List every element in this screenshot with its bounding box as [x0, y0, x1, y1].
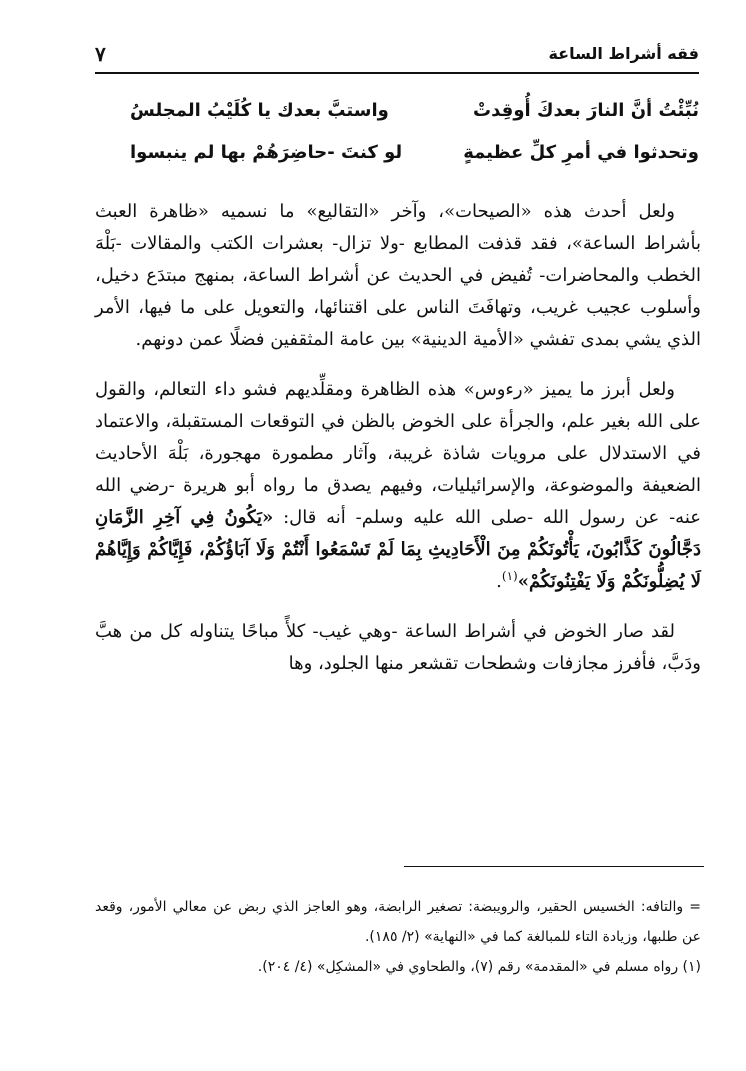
poem-verse: [95, 142, 699, 184]
paragraph-conclusion: لقد صار الخوض في أشراط الساعة -وهي غيب- كلأً مباحًا يتناوله كل من هبَّ ودَبَّ، فأفرز مجازفات وشطحات تقشعر منها الجلود، وها: [95, 621, 701, 674]
poem-hemistich-second: واستبَّ بعدك يا كُلَيْبُ المجلسُ: [130, 100, 389, 121]
footnotes: [95, 892, 701, 982]
paragraph-phenomenon: ولعل أحدث هذه «الصيحات»، وآخر «التقاليع» ما نسميه «ظاهرة العبث بأشراط الساعة»، فقد قذفت المطابع -ولا تزال- بعشرات الكتب والمقالات -بَلْهَ الخطب والمحاضرات- تُفيض في الحديث عن أشراط الساعة، بمنهج مبتدَع دخيل، وأسلوب عجيب غريب، وتهافَتَ الناس على اقتنائها، والتعويل على ما فيها، الأمر الذي يشي بمدى تفشي «الأمية الدينية» بين عامة المثقفين فضلًا عمن دونهم.: [95, 201, 701, 350]
hadith-quote: «يَكُونُ فِي آخِرِ الزَّمَانِ دَجَّالُونَ كَذَّابُونَ، يَأْتُونَكُمْ مِنَ الْأَحَادِيثِ بِمَا لَمْ تَسْمَعُوا أَنْتُمْ وَلَا آبَاؤُكُمْ، فَإِيَّاكُمْ وَإِيَّاهُمْ لَا يُضِلُّونَكُمْ وَلَا يَفْتِنُونَكُمْ»: [95, 507, 701, 592]
footnote-reference[interactable]: (١): [501, 569, 518, 583]
footnote-divider: [404, 866, 704, 867]
poem-hemistich-first: نُبِّئْتُ أنَّ النارَ بعدكَ أُوقِدتْ: [473, 100, 699, 121]
poem-verse: [95, 100, 699, 142]
poem-hemistich-first: وتحدثوا في أمرِ كلِّ عظيمةٍ: [463, 142, 699, 163]
page-header: [95, 40, 699, 74]
page-number: ٧: [95, 42, 106, 66]
poem-block: [95, 100, 699, 184]
paragraph-end-mark: .: [496, 571, 502, 592]
footnote-1: (١) رواه مسلم في «المقدمة» رقم (٧)، والطحاوي في «المشكِل» (٤/ ٢٠٤).: [257, 959, 701, 975]
paragraph-hadith-intro: ولعل أبرز ما يميز «رءوس» هذه الظاهرة ومقلِّديهم فشو داء التعالم، والقول على الله بغير علم، والجرأة على الخوض بالظن في التوقعات المستقبلة، والاعتماد في الاستدلال على مرويات شاذة غريبة، وآثار مطمورة مهجورة، بَلْهَ الأحاديث الضعيفة والموضوعة، والإسرائيليات، وفيهم يصدق ما رواه أبو هريرة -رضي الله عنه- عن رسول الله -صلى الله عليه وسلم- أنه قال:: [95, 379, 702, 528]
main-text: [95, 196, 701, 680]
footnote-continued: = والتافه: الخسيس الحقير، والرويبضة: تصغير الرابضة، وهو العاجز الذي ربض عن معالي الأمور، وقعد عن طلبها، وزيادة التاء للمبالغة كما في «النهاية» (٢/ ١٨٥).: [95, 899, 701, 945]
poem-hemistich-second: لو كنتَ -حاضِرَهُمْ بها لم ينبسوا: [130, 142, 403, 163]
paragraph-hadith: [95, 374, 701, 598]
running-title: فقه أشراط الساعة: [548, 44, 699, 63]
